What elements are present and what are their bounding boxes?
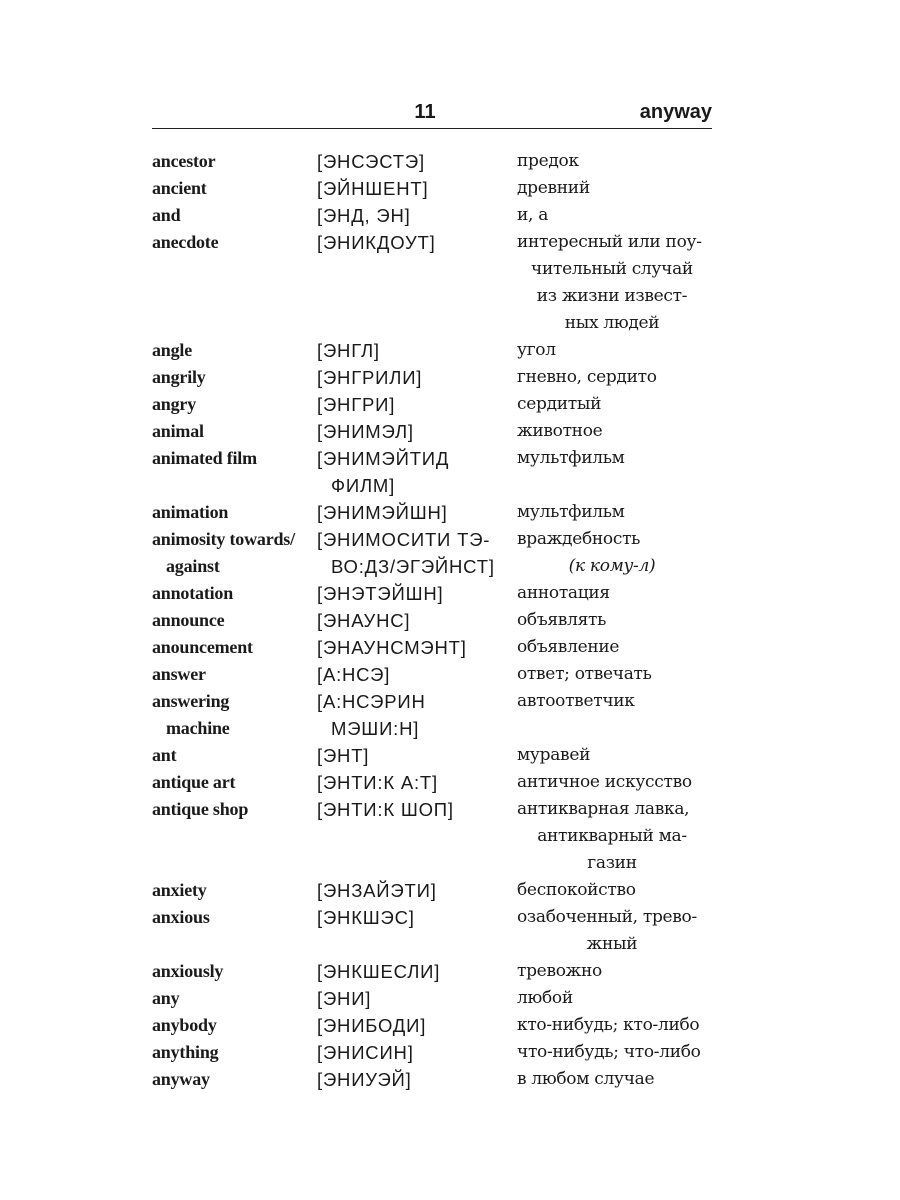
entry-definition [517, 337, 722, 364]
entry-headword-line: anouncement [152, 637, 253, 657]
dictionary-entry [152, 391, 722, 418]
entry-definition [517, 418, 722, 445]
entry-definition-line: жный [586, 934, 638, 954]
entry-transcription [317, 1012, 517, 1039]
dictionary-entry [152, 958, 722, 985]
entry-definition-line: животное [517, 421, 603, 441]
entry-headword [152, 445, 317, 499]
dictionary-entry [152, 418, 722, 445]
entry-transcription [317, 985, 517, 1012]
entry-headword [152, 607, 317, 634]
entry-definition [517, 148, 722, 175]
entry-transcription [317, 202, 517, 229]
entry-transcription-line: [ЭНКШЭС] [317, 907, 415, 928]
entry-headword-line: antique shop [152, 799, 249, 819]
entry-headword-line: ant [152, 745, 177, 765]
dictionary-entry [152, 580, 722, 607]
entry-definition [517, 1039, 722, 1066]
entry-definition-line: озабоченный, трево- [517, 907, 697, 927]
dictionary-entry [152, 796, 722, 877]
entry-headword-line: anyway [152, 1069, 210, 1089]
entry-headword [152, 418, 317, 445]
entry-transcription-line: ФИЛМ] [331, 475, 396, 496]
entry-transcription-line: [ЭНИМОСИТИ ТЭ- [317, 529, 491, 550]
entry-transcription-line: [ЭНИ] [317, 988, 372, 1009]
entry-headword-line: anxiety [152, 880, 207, 900]
entry-definition [517, 688, 722, 742]
entry-definition [517, 1012, 722, 1039]
entry-transcription [317, 904, 517, 958]
dictionary-entry [152, 1066, 722, 1093]
entry-definition-line: аннотация [517, 583, 610, 603]
entry-definition [517, 607, 722, 634]
entry-transcription [317, 229, 517, 337]
dictionary-entry [152, 634, 722, 661]
entry-transcription-line: [ЭНИСИН] [317, 1042, 414, 1063]
entry-definition [517, 175, 722, 202]
dictionary-entry [152, 688, 722, 742]
page-number: 11 [414, 101, 436, 123]
entry-headword [152, 634, 317, 661]
entry-definition-line: мультфильм [517, 502, 625, 522]
entry-definition-line: беспокойство [517, 880, 636, 900]
entry-headword-line: against [166, 556, 220, 576]
dictionary-entry [152, 337, 722, 364]
entry-transcription-line: [ЭНИМЭЛ] [317, 421, 414, 442]
entry-transcription-line: [ЭНГРИ] [317, 394, 396, 415]
entry-transcription-line: [ЭНГЛ] [317, 340, 380, 361]
entry-definition [517, 202, 722, 229]
header-rule [152, 128, 712, 129]
entry-headword [152, 364, 317, 391]
entry-transcription [317, 769, 517, 796]
dictionary-entry [152, 877, 722, 904]
entry-headword-line: and [152, 205, 181, 225]
entry-definition-line: враждебность [517, 529, 641, 549]
entry-transcription [317, 364, 517, 391]
dictionary-entry [152, 904, 722, 958]
entry-headword-line: animation [152, 502, 229, 522]
entry-transcription-line: [ЭЙНШЕНТ] [317, 178, 429, 199]
entry-definition-line: тревожно [517, 961, 602, 981]
entry-definition [517, 958, 722, 985]
dictionary-entry [152, 148, 722, 175]
entry-transcription [317, 1039, 517, 1066]
entry-definition-line: что-нибудь; что-либо [517, 1042, 701, 1062]
entry-transcription [317, 877, 517, 904]
entry-definition-line: угол [517, 340, 556, 360]
entry-headword-line: ancient [152, 178, 207, 198]
dictionary-entry [152, 526, 722, 580]
entry-definition-line: и, а [517, 205, 549, 225]
entry-transcription-line: [ЭНЗАЙЭТИ] [317, 880, 437, 901]
dictionary-entry [152, 364, 722, 391]
entry-definition-line: гневно, сердито [517, 367, 657, 387]
running-head: anyway [639, 101, 712, 123]
entry-transcription-line: [ЭНКШЕСЛИ] [317, 961, 441, 982]
entry-definition [517, 229, 722, 337]
entry-definition-line: любой [517, 988, 573, 1008]
entry-transcription [317, 337, 517, 364]
entry-headword [152, 391, 317, 418]
entry-definition-line: кто-нибудь; кто-либо [517, 1015, 700, 1035]
entry-definition [517, 1066, 722, 1093]
entry-transcription [317, 796, 517, 877]
entry-definition-line: антикварная лавка, [517, 799, 690, 819]
entry-headword-line: answering [152, 691, 230, 711]
entry-transcription [317, 661, 517, 688]
entry-transcription [317, 1066, 517, 1093]
entry-transcription-line: [ЭНИКДОУТ] [317, 232, 436, 253]
entry-headword-line: antique art [152, 772, 236, 792]
dictionary-entry [152, 742, 722, 769]
entry-definition-line: объявление [517, 637, 620, 657]
entry-headword [152, 337, 317, 364]
entry-definition [517, 877, 722, 904]
entry-definition [517, 904, 722, 958]
entry-headword-line: answer [152, 664, 206, 684]
dictionary-entry [152, 175, 722, 202]
entry-transcription-line: [ЭНИБОДИ] [317, 1015, 427, 1036]
dictionary-entry [152, 769, 722, 796]
entry-definition-line: в любом случае [517, 1069, 655, 1089]
entry-transcription-line: ВО:ДЗ/ЭГЭЙНСТ] [331, 556, 495, 577]
entry-headword-line: animal [152, 421, 204, 441]
entry-definition-line: антикварный ма- [537, 826, 687, 846]
entry-definition-line: из жизни извест- [536, 286, 688, 306]
entry-headword [152, 796, 317, 877]
entry-transcription-line: [ЭНД, ЭН] [317, 205, 411, 226]
dictionary-entry [152, 445, 722, 499]
entry-definition-line: муравей [517, 745, 591, 765]
entry-definition [517, 526, 722, 580]
entry-transcription [317, 634, 517, 661]
entry-definition-line: ответ; отвечать [517, 664, 652, 684]
entry-headword [152, 661, 317, 688]
entry-headword [152, 526, 317, 580]
entry-transcription-line: [ЭНЭТЭЙШН] [317, 583, 444, 604]
entry-definition-line: мультфильм [517, 448, 625, 468]
entry-headword [152, 877, 317, 904]
entry-headword-line: animosity towards/ [152, 529, 295, 549]
entry-definition [517, 580, 722, 607]
entry-headword [152, 688, 317, 742]
entry-headword [152, 985, 317, 1012]
entry-transcription-line: [ЭНТИ:К А:Т] [317, 772, 438, 793]
entry-headword-line: animated film [152, 448, 257, 468]
entry-definition-line: автоответчик [517, 691, 635, 711]
entry-definition [517, 985, 722, 1012]
entry-definition [517, 445, 722, 499]
entry-headword [152, 1039, 317, 1066]
entry-transcription [317, 391, 517, 418]
entry-headword [152, 148, 317, 175]
entry-transcription-line: [ЭНАУНС] [317, 610, 411, 631]
entry-transcription-line: [ЭНИУЭЙ] [317, 1069, 412, 1090]
entry-transcription-line: [ЭНАУНСМЭНТ] [317, 637, 467, 658]
dictionary-entry [152, 607, 722, 634]
entry-transcription-line: [ЭНИМЭЙШН] [317, 502, 448, 523]
entry-headword-line: anxiously [152, 961, 224, 981]
dictionary-entry [152, 1039, 722, 1066]
entry-transcription [317, 580, 517, 607]
entry-headword-line: angry [152, 394, 197, 414]
entry-headword [152, 1066, 317, 1093]
dictionary-entry [152, 499, 722, 526]
entry-definition [517, 391, 722, 418]
entry-headword [152, 1012, 317, 1039]
entry-definition-line: объявлять [517, 610, 607, 630]
entry-definition [517, 769, 722, 796]
entry-headword [152, 580, 317, 607]
entry-transcription-line: [ЭНГРИЛИ] [317, 367, 423, 388]
entry-transcription-line: [ЭНТИ:К ШОП] [317, 799, 454, 820]
entry-transcription-line: [ЭНСЭСТЭ] [317, 151, 425, 172]
entry-headword [152, 499, 317, 526]
entry-headword-line: angle [152, 340, 193, 360]
dictionary-entry [152, 661, 722, 688]
entry-transcription [317, 445, 517, 499]
entry-definition-line: ных людей [564, 313, 660, 333]
entry-headword-line: anything [152, 1042, 219, 1062]
entry-headword-line: machine [166, 718, 230, 738]
entry-headword-line: ancestor [152, 151, 216, 171]
entry-transcription [317, 175, 517, 202]
dictionary-entry [152, 1012, 722, 1039]
entry-definition-line: древний [517, 178, 590, 198]
entry-definition [517, 364, 722, 391]
entry-transcription [317, 958, 517, 985]
entry-headword [152, 175, 317, 202]
dictionary-entries [152, 148, 722, 1093]
entry-definition-line: газин [587, 853, 637, 873]
entry-transcription [317, 607, 517, 634]
entry-definition [517, 742, 722, 769]
dictionary-entry [152, 985, 722, 1012]
entry-headword [152, 229, 317, 337]
entry-transcription [317, 742, 517, 769]
entry-headword [152, 202, 317, 229]
entry-headword [152, 958, 317, 985]
entry-definition-line: (к кому-л) [568, 556, 656, 576]
entry-definition-line: чительный случай [531, 259, 693, 279]
entry-definition-line: античное искусство [517, 772, 692, 792]
entry-transcription [317, 499, 517, 526]
entry-transcription [317, 526, 517, 580]
entry-transcription [317, 418, 517, 445]
entry-definition [517, 661, 722, 688]
entry-transcription-line: [ЭНТ] [317, 745, 370, 766]
entry-headword-line: angrily [152, 367, 206, 387]
entry-definition-line: сердитый [517, 394, 602, 414]
entry-transcription-line: [А:НСЭРИН [317, 691, 426, 712]
entry-headword [152, 769, 317, 796]
entry-headword-line: announce [152, 610, 225, 630]
entry-headword-line: anybody [152, 1015, 217, 1035]
entry-transcription [317, 148, 517, 175]
entry-definition [517, 499, 722, 526]
entry-transcription-line: МЭШИ:Н] [331, 718, 420, 739]
entry-headword-line: anecdote [152, 232, 219, 252]
entry-transcription [317, 688, 517, 742]
entry-headword [152, 904, 317, 958]
entry-definition-line: предок [517, 151, 579, 171]
entry-transcription-line: [А:НСЭ] [317, 664, 391, 685]
entry-headword-line: annotation [152, 583, 234, 603]
entry-headword-line: anxious [152, 907, 210, 927]
dictionary-entry [152, 229, 722, 337]
entry-definition [517, 634, 722, 661]
entry-headword-line: any [152, 988, 180, 1008]
entry-headword [152, 742, 317, 769]
entry-definition-line: интересный или поу- [517, 232, 702, 252]
dictionary-entry [152, 202, 722, 229]
entry-transcription-line: [ЭНИМЭЙТИД [317, 448, 450, 469]
entry-definition [517, 796, 722, 877]
